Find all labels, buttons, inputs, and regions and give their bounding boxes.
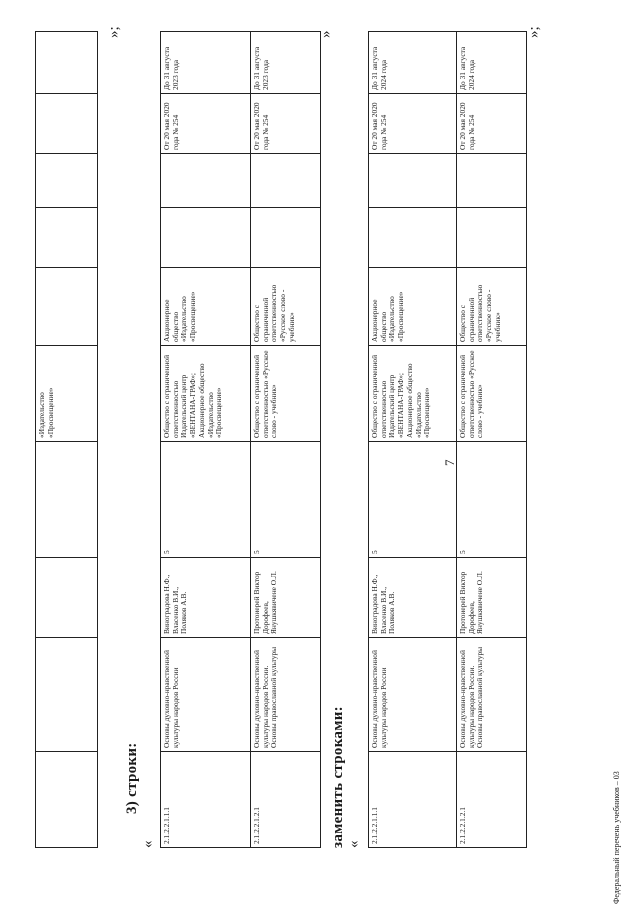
table-cell: 2.1.2.2.1.1.1 (369, 752, 457, 848)
table-row (457, 32, 527, 848)
table-cell (36, 208, 98, 268)
footer-text: Федеральный перечень учебников – 03 (612, 771, 621, 904)
table-cell: 5 (457, 442, 527, 558)
table-cell: Протоиерей Виктор Дорофеев, Янушкявичене О.Л. (251, 558, 321, 638)
table-cell: Акционерное общество «Издательство «Просвещение» (161, 268, 251, 346)
table-cell (251, 208, 321, 268)
table-cell (161, 154, 251, 208)
table-row (369, 32, 457, 848)
table-row (251, 32, 321, 848)
rows-table-current (160, 31, 321, 848)
table-cell (457, 208, 527, 268)
table-cell (36, 638, 98, 752)
page-number: 7 (442, 459, 457, 466)
table-cell: Виноградова Н.Ф., Власенко В.И., Поляков А.В. (369, 558, 457, 638)
table-cell: «Издательство «Просвещение» (36, 346, 98, 442)
table-cell: Виноградова Н.Ф., Власенко В.И., Поляков А.В. (161, 558, 251, 638)
table-cell (36, 268, 98, 346)
table-cell: 2.1.2.2.1.2.1 (457, 752, 527, 848)
table-cell (36, 442, 98, 558)
table-cell: Общество с ограниченной ответственностью «Русское слово - учебник» (457, 268, 527, 346)
table-cell (369, 154, 457, 208)
table-cell: Основы духовно-нравственной культуры народов России. Основы православной культуры (457, 638, 527, 752)
rows-table-replacement (368, 31, 527, 848)
table-cell (36, 154, 98, 208)
table-cell (36, 752, 98, 848)
table-cell: 5 (369, 442, 457, 558)
table-cell: От 20 мая 2020 года № 254 (251, 94, 321, 154)
table-cell: До 31 августа 2023 года (251, 32, 321, 94)
table-cell: До 31 августа 2024 года (457, 32, 527, 94)
table-row (36, 32, 98, 848)
table-cell (457, 154, 527, 208)
table-cell: Общество с ограниченной ответственностью Издательский центр «ВЕНТАНА-ГРАФ»; Акционерное общество «Издательство «Просвещение» (161, 346, 251, 442)
opening-quote: « (140, 840, 156, 848)
table-cell (161, 208, 251, 268)
table-row (161, 32, 251, 848)
closing-quote: » (318, 30, 334, 38)
table-cell: Протоиерей Виктор Дорофеев, Янушкявичене О.Л. (457, 558, 527, 638)
table-cell: Основы духовно-нравственной культуры народов России (161, 638, 251, 752)
continuation-table (35, 31, 98, 848)
table-cell: Общество с ограниченной ответственностью «Русское слово - учебник» (251, 268, 321, 346)
table-cell: Акционерное общество «Издательство «Просвещение» (369, 268, 457, 346)
table-cell (36, 558, 98, 638)
table-cell: От 20 мая 2020 года № 254 (161, 94, 251, 154)
table-cell: 2.1.2.2.1.1.1 (161, 752, 251, 848)
table-cell (36, 32, 98, 94)
section-heading-3: 3) строки: (124, 742, 140, 814)
table-cell: Общество с ограниченной ответственностью Издательский центр «ВЕНТАНА-ГРАФ»; Акционерное общество «Издательство «Просвещение» (369, 346, 457, 442)
opening-quote: « (346, 840, 362, 848)
section-heading-replace: заменить строками: (330, 706, 346, 848)
table-cell: Основы духовно-нравственной культуры народов России (369, 638, 457, 752)
table-cell: Общество с ограниченной ответственностью «Русское слово - учебник» (457, 346, 527, 442)
table-cell: Общество с ограниченной ответственностью «Русское слово - учебник» (251, 346, 321, 442)
table-cell: 5 (251, 442, 321, 558)
table-cell: До 31 августа 2024 года (369, 32, 457, 94)
table-cell (251, 154, 321, 208)
table-cell: 2.1.2.2.1.2.1 (251, 752, 321, 848)
table-cell (36, 94, 98, 154)
table-cell: 5 (161, 442, 251, 558)
table-cell: От 20 мая 2020 года № 254 (369, 94, 457, 154)
closing-quote: »; (106, 26, 122, 38)
table-cell: Основы духовно-нравственной культуры народов России. Основы православной культуры (251, 638, 321, 752)
table-cell (369, 208, 457, 268)
closing-quote: »; (526, 26, 542, 38)
table-cell: От 20 мая 2020 года № 254 (457, 94, 527, 154)
table-cell: До 31 августа 2023 года (161, 32, 251, 94)
